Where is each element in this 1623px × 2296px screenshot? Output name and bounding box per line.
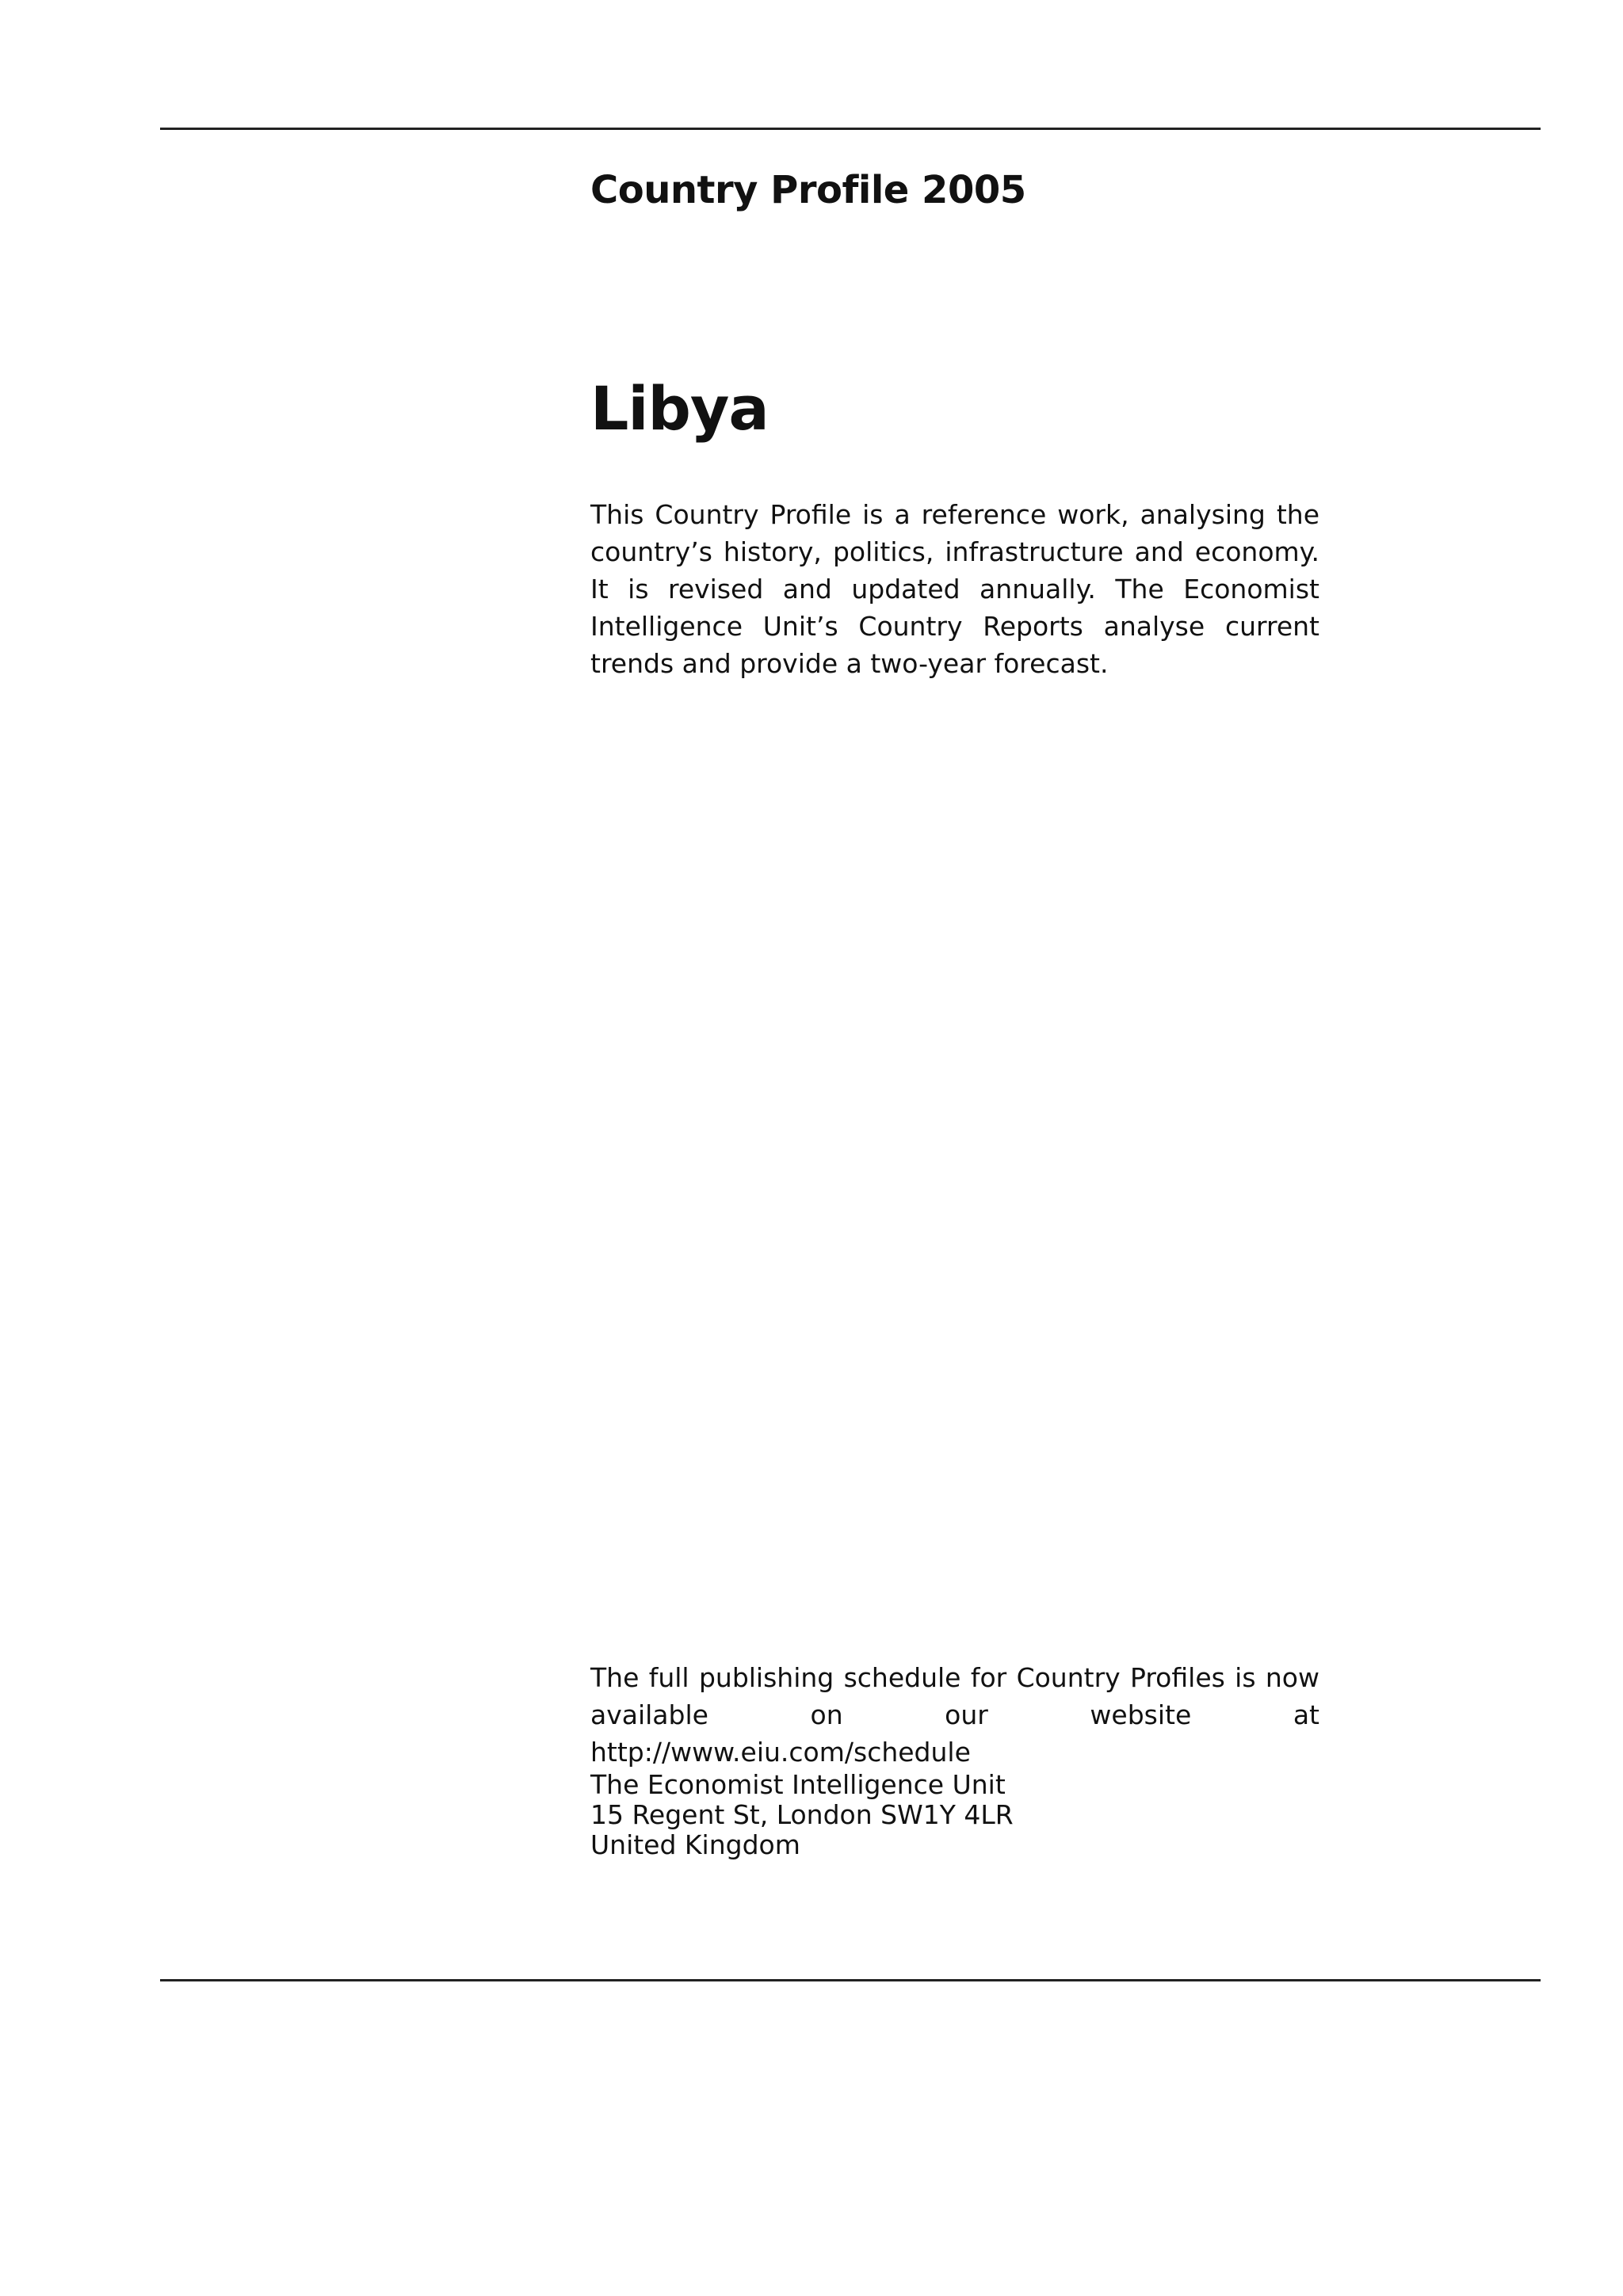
bottom-divider: [160, 1979, 1541, 1981]
intro-paragraph: This Country Profile is a reference work, analysing the country’s history, politics, infrastructure and economy. It is revised and updated annually. The Economist Intelligence Unit’s Country Reports analyse current trends and provide a two-year forecast.: [590, 499, 1319, 679]
schedule-note: The full publishing schedule for Country Profiles is now available on our website at http://www.eiu.com/schedule: [590, 1662, 1319, 1768]
top-divider: [160, 128, 1541, 130]
publisher-name: The Economist Intelligence Unit: [590, 1769, 1006, 1800]
publisher-address: [590, 1770, 1319, 1860]
publisher-country: United Kingdom: [590, 1829, 800, 1860]
page-title: Libya: [590, 373, 769, 444]
publisher-street: 15 Regent St, London SW1Y 4LR: [590, 1799, 1014, 1830]
series-title: Country Profile 2005: [590, 168, 1026, 212]
